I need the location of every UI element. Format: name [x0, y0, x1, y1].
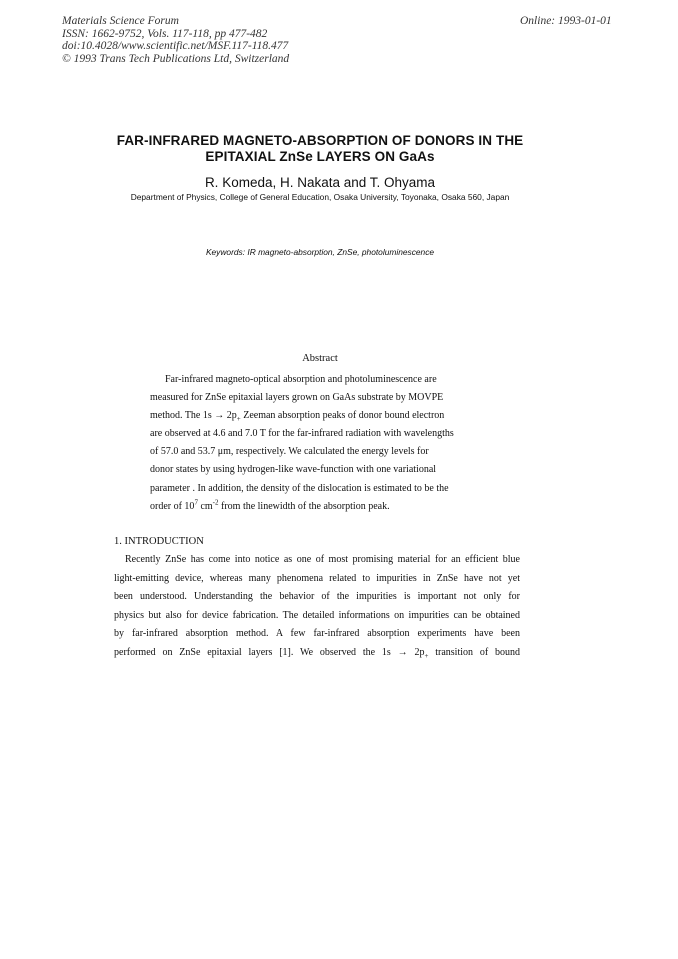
abstract-line: are observed at 4.6 and 7.0 T for the far-infrared radiation with wavelengths	[150, 428, 454, 440]
intro-line: been understood. Understanding the behavior of the impurities is important not only for	[114, 591, 520, 603]
intro-line	[114, 644, 520, 663]
abstract-line: donor states by using hydrogen-like wave-function with one variational	[150, 464, 437, 476]
abstract-line: Far-infrared magneto-optical absorption and photoluminescence are	[165, 374, 437, 385]
affiliation: Department of Physics, College of General Education, Osaka University, Toyonaka, Osaka 560, Japan	[130, 192, 510, 202]
title-line-1: FAR-INFRARED MAGNETO-ABSORPTION OF DONORS IN THE	[116, 133, 524, 148]
intro-line: Recently ZnSe has come into notice as one of most promising material for an efficient blue	[125, 554, 520, 565]
abstract-line	[150, 407, 470, 425]
title-line-2: EPITAXIAL ZnSe LAYERS ON GaAs	[205, 149, 435, 164]
keywords: Keywords: IR magneto-absorption, ZnSe, photoluminescence	[205, 247, 435, 257]
abstract-text: method. The 1s → 2p	[150, 410, 237, 422]
subscript: +	[424, 651, 429, 660]
authors: R. Komeda, H. Nakata and T. Ohyama	[204, 175, 436, 190]
intro-line: physics but also for device fabrication. The detailed informations on impurities can be obtained	[114, 609, 520, 621]
abstract-text: cm	[197, 500, 213, 512]
superscript: 7	[194, 498, 198, 507]
abstract-text: order of 10	[150, 500, 195, 512]
intro-body	[114, 551, 520, 663]
page-header	[62, 15, 289, 65]
abstract-text: Zeeman absorption peaks of donor bound electron	[240, 410, 445, 422]
abstract-line: parameter . In addition, the density of the dislocation is estimated to be the	[150, 482, 449, 494]
section-heading: 1. INTRODUCTION	[114, 536, 204, 547]
intro-text: performed on ZnSe epitaxial layers [1]. We observed the 1s → 2p	[114, 646, 425, 658]
abstract-text: from the linewidth of the absorption peak.	[218, 500, 390, 512]
doi-line[interactable]: doi:10.4028/www.scientific.net/MSF.117-118.477	[62, 40, 289, 52]
online-date: Online: 1993-01-01	[520, 15, 612, 27]
copyright-line: © 1993 Trans Tech Publications Ltd, Switzerland	[62, 52, 290, 65]
paper-title	[60, 133, 580, 165]
abstract-line	[150, 498, 470, 516]
abstract-body	[150, 371, 470, 516]
intro-text: transition of bound	[428, 646, 520, 658]
abstract-line: measured for ZnSe epitaxial layers grown on GaAs substrate by MOVPE	[150, 392, 444, 404]
intro-line: by far-infrared absorption method. A few far-infrared absorption experiments have been	[114, 628, 520, 640]
abstract-heading: Abstract	[302, 353, 338, 364]
issn-line: ISSN: 1662-9752, Vols. 117-118, pp 477-482	[62, 27, 268, 40]
subscript: +	[236, 415, 241, 424]
intro-line: light-emitting device, whereas many phenomena related to impurities in ZnSe have not yet	[114, 572, 520, 584]
superscript: -2	[212, 498, 219, 507]
abstract-line: of 57.0 and 53.7 μm, respectively. We calculated the energy levels for	[150, 446, 429, 458]
journal-name: Materials Science Forum	[62, 15, 179, 27]
